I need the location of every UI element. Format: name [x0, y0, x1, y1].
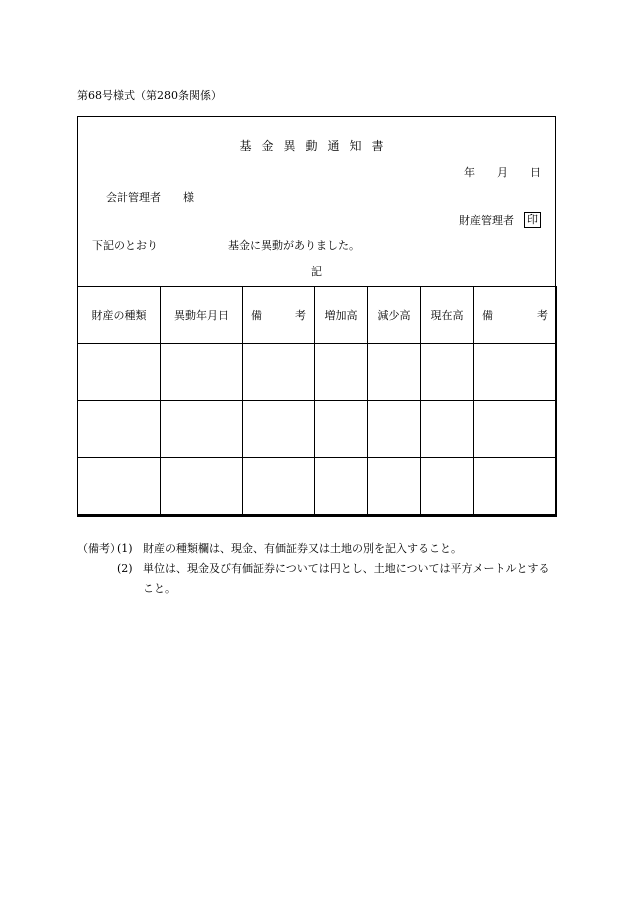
table-cell[interactable]	[474, 458, 557, 516]
addressee-name: 会計管理者	[106, 191, 161, 204]
form-number: 第68号様式（第280条関係）	[77, 89, 222, 102]
seal-mark: 印	[524, 212, 541, 228]
notes-label: （備考）	[77, 542, 121, 555]
date-month-label: 月	[497, 166, 508, 179]
table-cell[interactable]	[315, 344, 368, 401]
table-cell[interactable]	[421, 401, 474, 458]
ki-label: 記	[311, 265, 322, 278]
table-cell[interactable]	[368, 401, 421, 458]
body-text-prefix: 下記のとおり	[92, 239, 158, 252]
table-cell[interactable]	[368, 458, 421, 516]
table-cell[interactable]	[161, 458, 243, 516]
table-cell[interactable]	[78, 344, 161, 401]
table-cell[interactable]	[78, 458, 161, 516]
table-row	[78, 458, 557, 516]
note-number: (1)	[117, 542, 133, 555]
date-year-label: 年	[464, 166, 475, 179]
table-cell[interactable]	[78, 401, 161, 458]
table-cell[interactable]	[315, 401, 368, 458]
sender-title: 財産管理者	[459, 214, 514, 227]
table-cell[interactable]	[474, 401, 557, 458]
notice-form-frame	[77, 116, 556, 516]
addressee-line	[106, 189, 194, 205]
header-kind: 財産の種類	[78, 287, 161, 344]
header-remarks-1: 備 考	[243, 287, 315, 344]
header-current: 現在高	[421, 287, 474, 344]
date-day-label: 日	[530, 166, 541, 179]
header-remarks-2: 備 考	[474, 287, 557, 344]
table-cell[interactable]	[243, 458, 315, 516]
note-text: 単位は、現金及び有価証券については円とし、土地については平方メートルとすること。	[143, 562, 550, 595]
sender-line	[459, 212, 541, 228]
table-header-row	[78, 287, 557, 344]
table-cell[interactable]	[243, 401, 315, 458]
table-cell[interactable]	[161, 344, 243, 401]
table-cell[interactable]	[368, 344, 421, 401]
header-date: 異動年月日	[161, 287, 243, 344]
header-increase: 増加高	[315, 287, 368, 344]
table-row	[78, 344, 557, 401]
addressee-honorific: 様	[183, 191, 194, 204]
table-row	[78, 401, 557, 458]
table-cell[interactable]	[315, 458, 368, 516]
table-cell[interactable]	[161, 401, 243, 458]
asset-change-table	[77, 286, 557, 517]
table-cell[interactable]	[243, 344, 315, 401]
header-decrease: 減少高	[368, 287, 421, 344]
note-item	[117, 559, 557, 599]
note-text: 財産の種類欄は、現金、有価証券又は土地の別を記入すること。	[143, 542, 462, 555]
note-number: (2)	[117, 562, 133, 575]
table-cell[interactable]	[421, 344, 474, 401]
form-title: 基金異動通知書	[239, 139, 394, 153]
table-cell[interactable]	[474, 344, 557, 401]
table-cell[interactable]	[421, 458, 474, 516]
note-item	[77, 539, 557, 559]
notes-section	[77, 539, 557, 599]
body-text-suffix: 基金に異動がありました。	[228, 239, 360, 252]
date-line	[464, 164, 541, 180]
body-text	[92, 237, 360, 253]
